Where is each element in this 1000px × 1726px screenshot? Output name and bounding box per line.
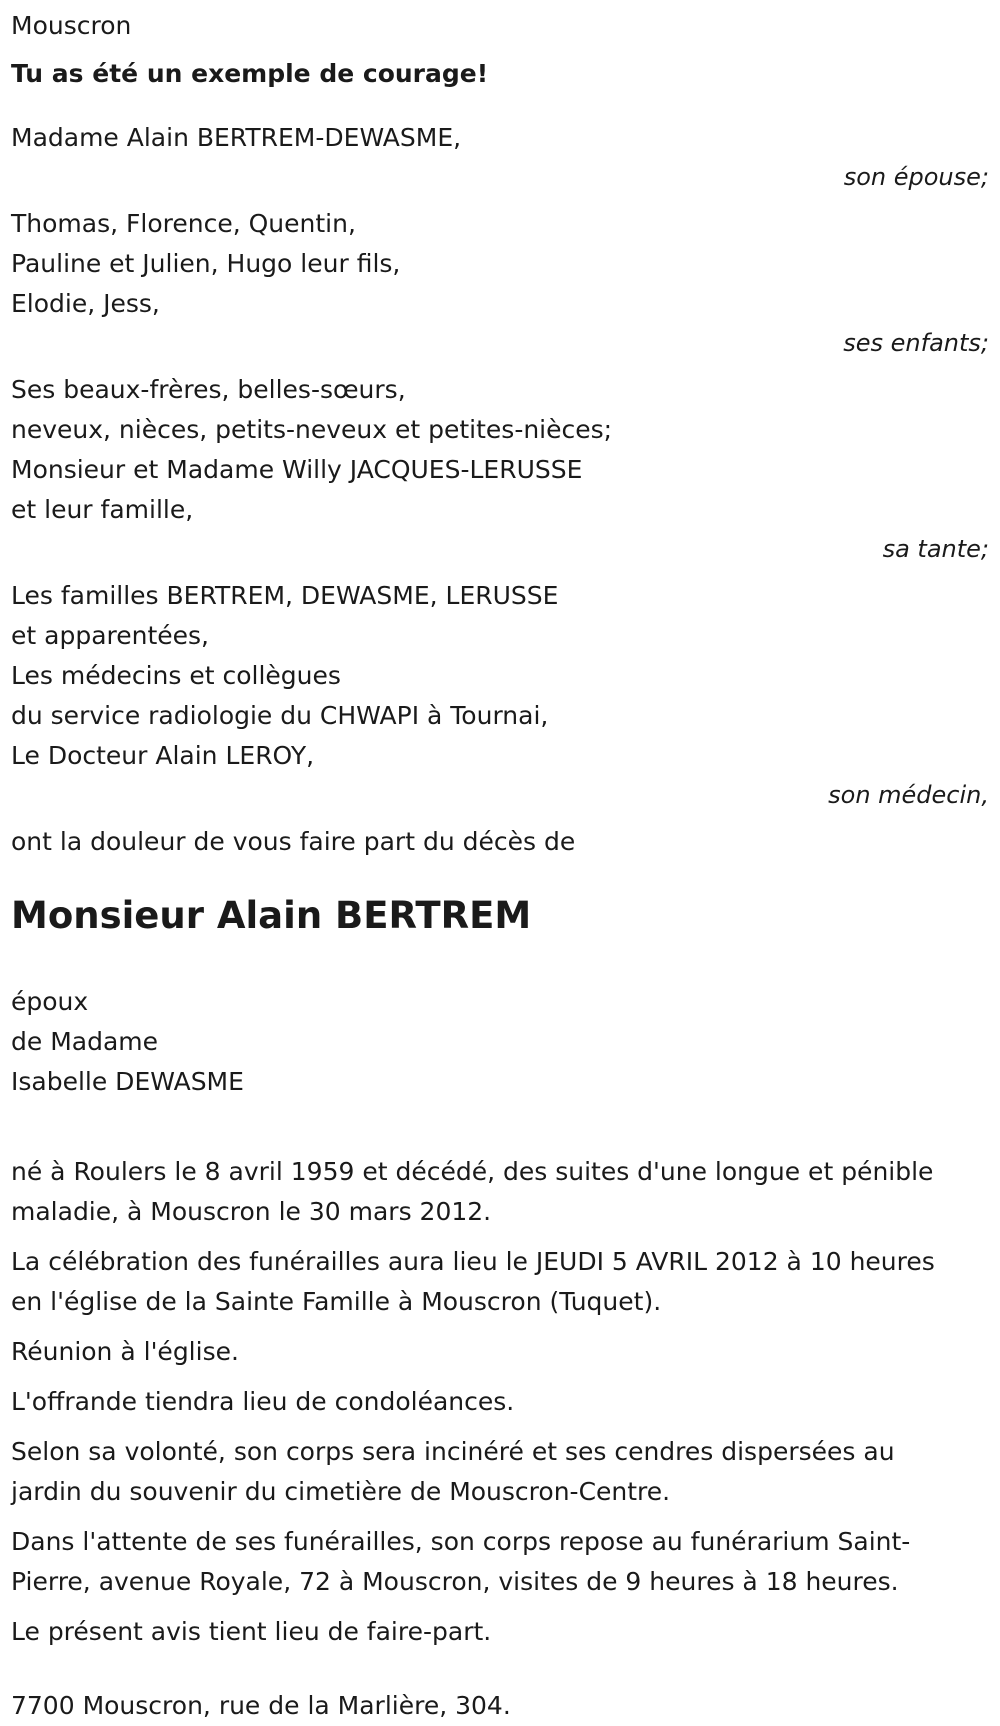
- detail-line: Dans l'attente de ses funérailles, son corps repose au funérarium Saint-: [11, 1527, 911, 1556]
- deceased-name: Monsieur Alain BERTREM: [11, 894, 532, 937]
- family-line: Pauline et Julien, Hugo leur fils,: [11, 249, 401, 278]
- relation-label: son épouse;: [843, 163, 989, 191]
- family-line: Elodie, Jess,: [11, 289, 160, 318]
- detail-line: Le présent avis tient lieu de faire-part.: [11, 1617, 492, 1646]
- family-line: Le Docteur Alain LEROY,: [11, 741, 315, 770]
- family-line: et apparentées,: [11, 621, 209, 650]
- detail-line: Selon sa volonté, son corps sera incinéré et ses cendres dispersées au: [11, 1437, 895, 1466]
- family-line: Madame Alain BERTREM-DEWASME,: [11, 123, 462, 152]
- family-line: neveux, nièces, petits-neveux et petites-nièces;: [11, 415, 613, 444]
- detail-paragraph: [11, 1382, 991, 1422]
- detail-line: jardin du souvenir du cimetière de Mouscron-Centre.: [11, 1477, 671, 1506]
- detail-paragraph: [11, 1612, 991, 1652]
- family-line: du service radiologie du CHWAPI à Tournai,: [11, 701, 549, 730]
- detail-line: en l'église de la Sainte Famille à Mouscron (Tuquet).: [11, 1287, 662, 1316]
- detail-line: Réunion à l'église.: [11, 1337, 239, 1366]
- obituary-notice: [11, 0, 991, 1726]
- detail-line: Pierre, avenue Royale, 72 à Mouscron, visites de 9 heures à 18 heures.: [11, 1567, 899, 1596]
- family-line: Les familles BERTREM, DEWASME, LERUSSE: [11, 581, 559, 610]
- family-line: Ses beaux-frères, belles-sœurs,: [11, 375, 406, 404]
- detail-line: La célébration des funérailles aura lieu le JEUDI 5 AVRIL 2012 à 10 heures: [11, 1247, 935, 1276]
- spouse-line: époux: [11, 987, 89, 1016]
- relation-label: son médecin,: [828, 781, 989, 809]
- detail-line: maladie, à Mouscron le 30 mars 2012.: [11, 1197, 492, 1226]
- family-line: Les médecins et collègues: [11, 661, 341, 690]
- relation-label: ses enfants;: [843, 329, 989, 357]
- detail-paragraph: [11, 1432, 991, 1512]
- spouse-line: Isabelle DEWASME: [11, 1067, 244, 1096]
- detail-line: L'offrande tiendra lieu de condoléances.: [11, 1387, 515, 1416]
- detail-line: né à Roulers le 8 avril 1959 et décédé, des suites d'une longue et pénible: [11, 1157, 934, 1186]
- family-address: 7700 Mouscron, rue de la Marlière, 304.: [11, 1691, 511, 1720]
- spacer: [11, 862, 991, 886]
- family-group-relatives: [11, 370, 991, 566]
- detail-paragraph: [11, 1522, 991, 1602]
- family-group-children: [11, 204, 991, 360]
- family-group-spouse: [11, 118, 991, 194]
- spacer: [11, 1662, 991, 1686]
- detail-paragraph: [11, 1242, 991, 1322]
- spacer: [11, 94, 991, 118]
- spouse-line: de Madame: [11, 1027, 159, 1056]
- motto: Tu as été un exemple de courage!: [11, 59, 489, 88]
- spacer: [11, 1102, 991, 1152]
- family-line: et leur famille,: [11, 495, 194, 524]
- spacer: [11, 946, 991, 982]
- relation-label: sa tante;: [882, 535, 989, 563]
- family-line: Thomas, Florence, Quentin,: [11, 209, 356, 238]
- family-group-others: [11, 576, 991, 812]
- town-name: Mouscron: [11, 11, 132, 40]
- detail-paragraph: [11, 1152, 991, 1232]
- announcement-text: ont la douleur de vous faire part du décès de: [11, 827, 576, 856]
- family-line: Monsieur et Madame Willy JACQUES-LERUSSE: [11, 455, 583, 484]
- detail-paragraph: [11, 1332, 991, 1372]
- spouse-block: [11, 982, 991, 1102]
- details-block: [11, 1152, 991, 1652]
